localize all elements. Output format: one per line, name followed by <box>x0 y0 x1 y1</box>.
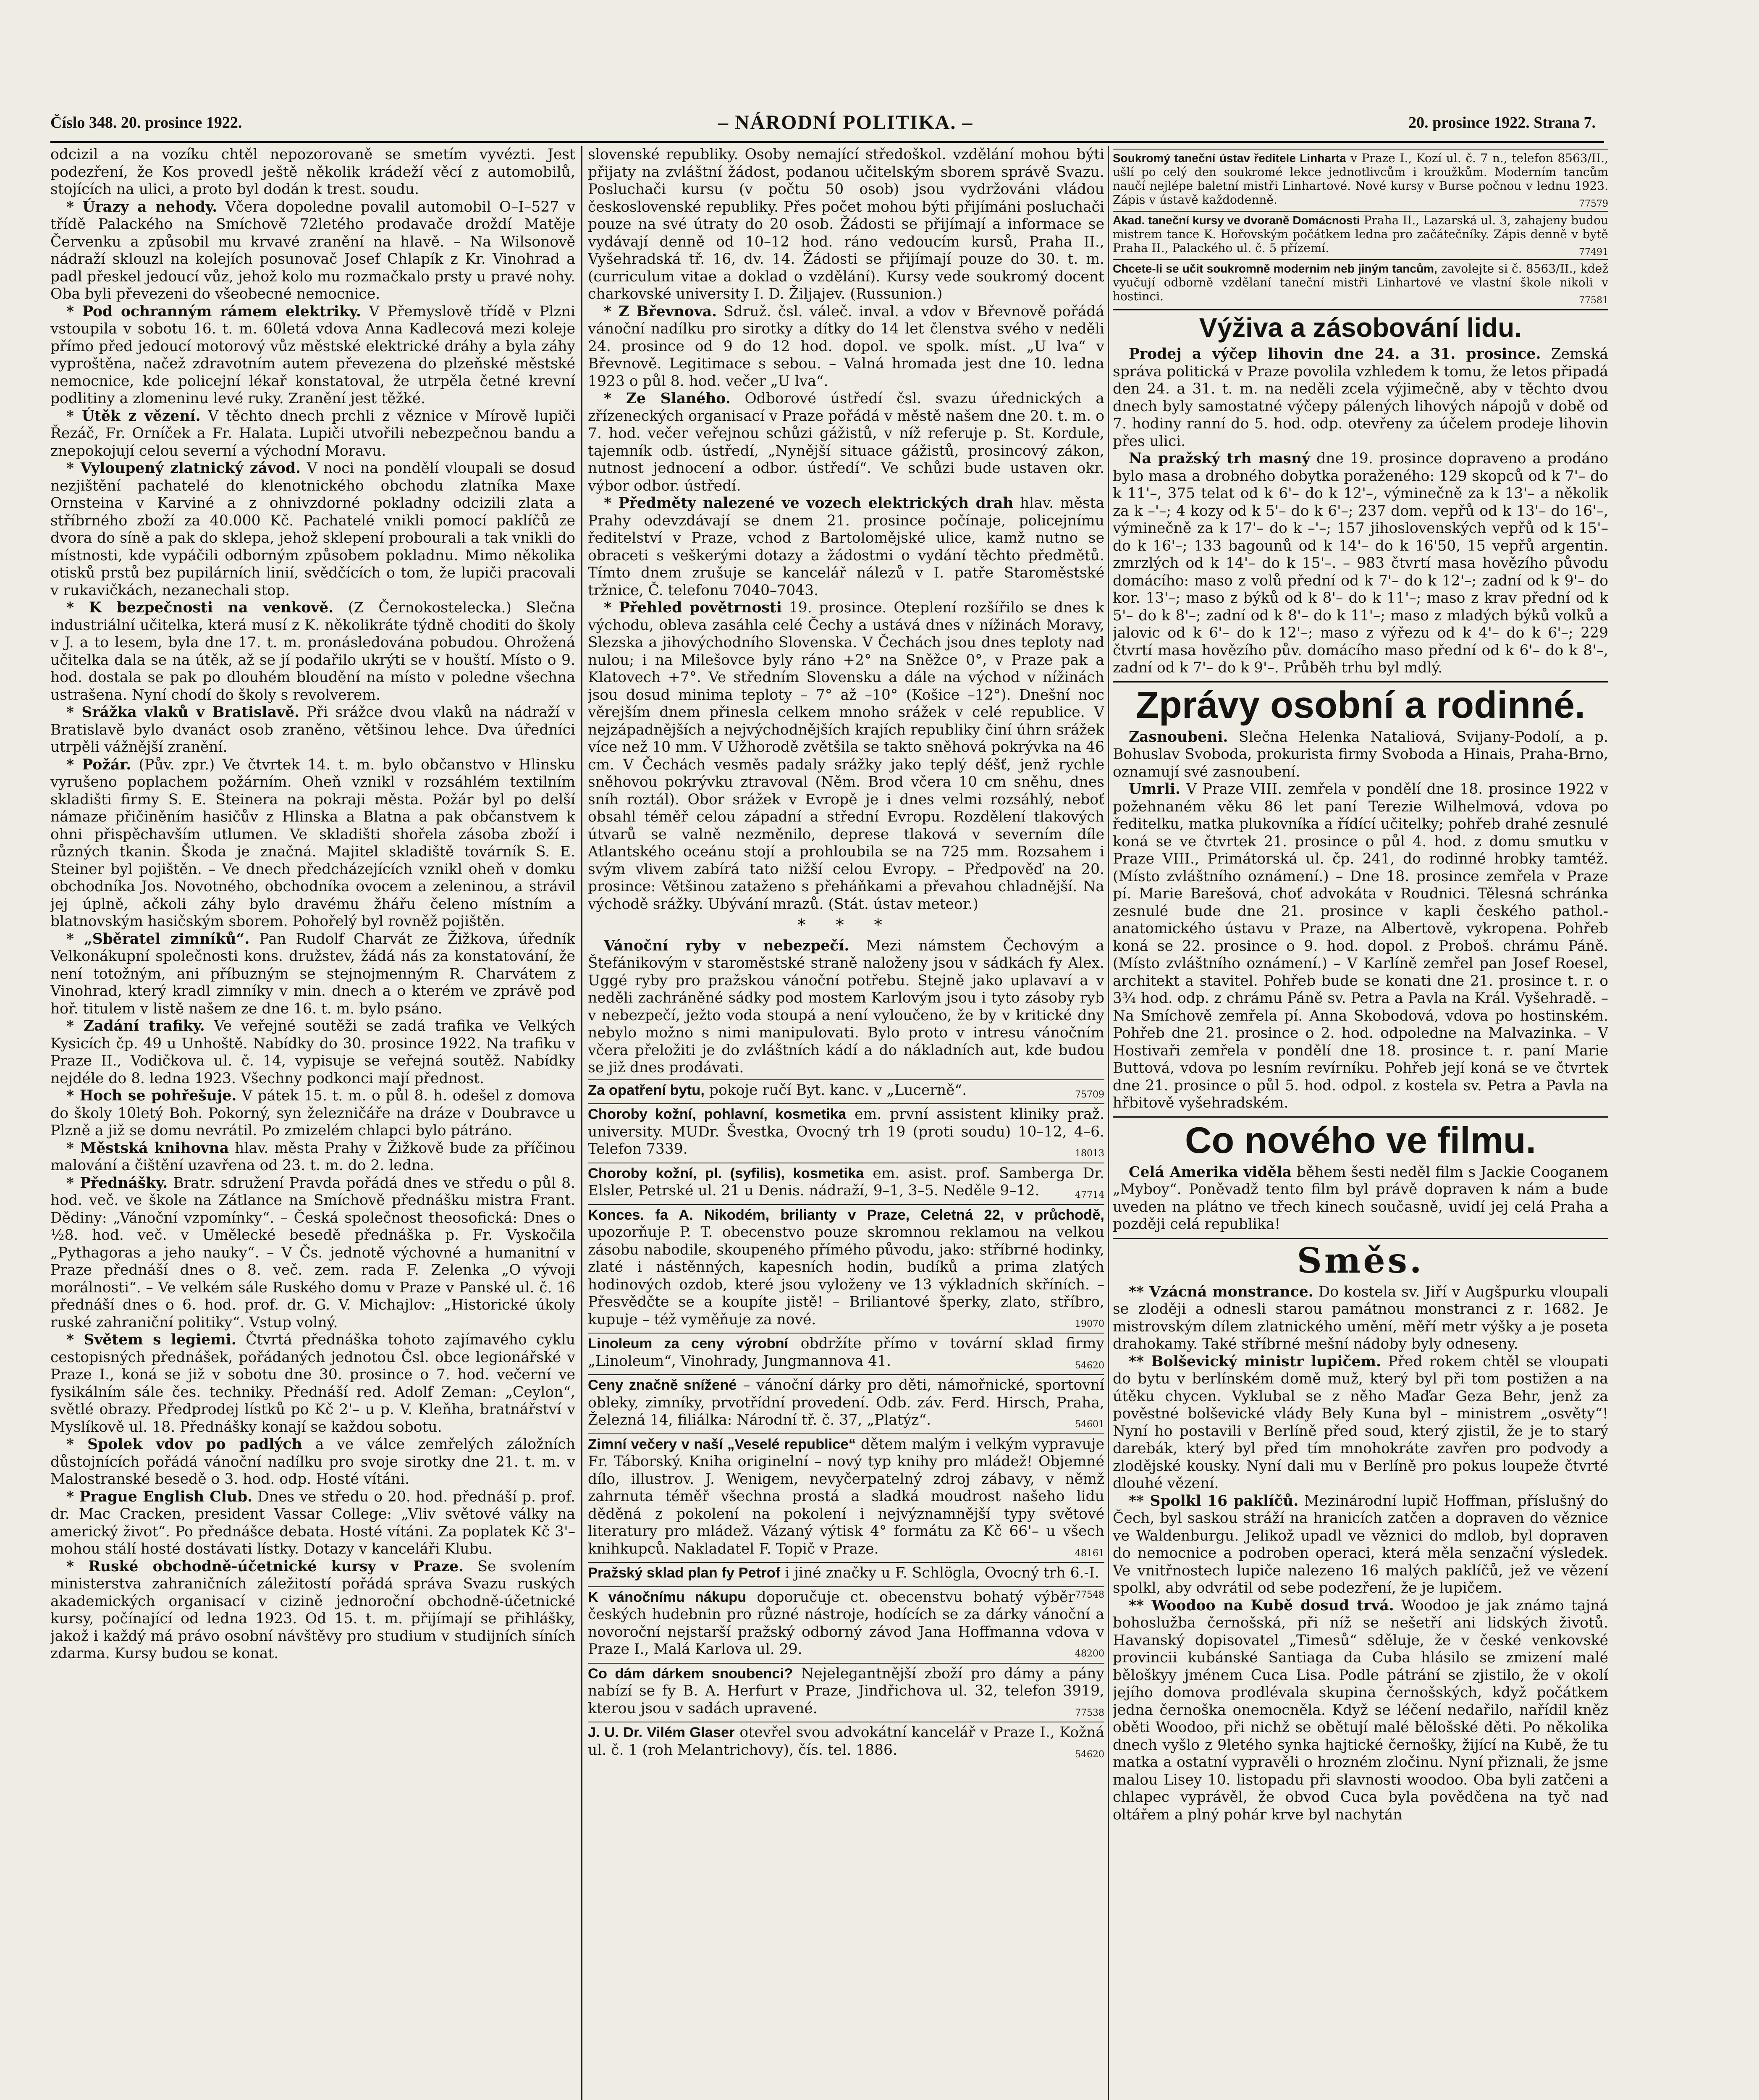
article-headline: * Hoch se pohřešuje. <box>66 1087 237 1104</box>
article-headline: ** Spolkl 16 paklíčů. <box>1129 1492 1299 1509</box>
ad-number: 77579 <box>1579 199 1608 209</box>
article <box>1113 1284 1608 1353</box>
article-text: Pan Rudolf Charvát ze Žižkova, úředník Velkonákupní společnosti kons. družstev, žádá nás za konstatování, že není totožným, ani příbuzným se stejnojmenným R. Charvátem z Vinohrad, který kradl zimníky v min. dnech a o kterém ve zprávě pod hoř. titulem v listě našem ze dne 16. t. m. bylo psáno. <box>50 930 575 1017</box>
column-3 <box>1113 146 1608 2100</box>
article-text: Ve veřejné soutěži se zadá trafika ve Velkých Kysicích čp. 49 u Unhoště. Nabídky do 30. prosince 1922. Na trafiku v Praze II., Vodičkova ul. č. 14, vypisuje se veřejná soutěž. Nabídky nejdéle do 8. ledna 1923. Všechny podkonci mají přednost. <box>50 1018 575 1087</box>
article-headline: * Útěk z vězení. <box>66 407 201 425</box>
ad-title: Konces. fa A. Nikodém, brilianty v Praze, Celetná 22, v průchodě, <box>588 1207 1104 1223</box>
article-headline: Na pražský trh masný <box>1129 450 1311 467</box>
article <box>50 931 575 1018</box>
article <box>50 1140 575 1175</box>
ad-text: upozorňuje P. T. obecenstvo pouze skromnou reklamou na velkou zásobu nabodile, skoupeného přímého původu, jako: stříbrné hodinky, zlaté i nástěnných, kapesních hodin, budíků a prima zlatých hodinových ozdob, které jsou vyloženy ve 13 výkladních skříních. – Přesvědčte se a koupíte jistě! – Briliantové šperky, zlato, stříbro, kupuje – též vyměňuje za nové. <box>588 1224 1104 1328</box>
article-text: Mezi námstem Čechovým a Štefánikovým v staroměstské straně naloženy jsou v sádkách fy Alex. Uggé ryby pro pražskou vánoční potřebu. Stejně jako uplavaví a v neděli zachráněné sádky pod mostem Karlovým jsou i tyto zásoby ryb v nebezpečí, ježto voda stoupá a není vyloučeno, že by v kritické dny nebylo možno s nimi manipulovati. Bylo proto v intresu vánočním včera přeložiti je do zvláštních kádí a do nákladních aut, kde budou se již dnes prodávati. <box>588 937 1104 1076</box>
article-text: dne 19. prosince dopraveno a prodáno bylo masa a drobného dobytka poraženého: 129 skopců od k 7'– do k 11'–, 375 telat od k 6'– do k 12'–, výminečně za k 13'– a několik za k –'–; 4 kozy od k 5'– do k 6'–; 237 dom. vepřů od k 13'– do 16'–, výminečně za k 17'– do k –'–; 157 jihoslovenských vepřů od k 15'– do k 16'–; 133 bagounů od k 14'– do k 16'50, 15 vepřů argentin. zmrzlých od k 14'– do k 15'–. – 983 čtvrtí masa hovězího původu domácího: maso z volů přední od k 7'– do k 12'–; zadní od k 9'– do kor. 13'–; maso z býků od k 8'– do k 11'–; maso z krav přední od k 5'– do k 8'–; zadní od k 8'– do k 11'–; maso z mladých býků volků a jalovic od k 6'– do k 12'–; maso z výřezu od k 4'– do k 6'–; 229 čtvrtí masa hovězího pův. domácího maso přední od k 6'– do k 8'–, zadní od k 7'– do k 9'–. Průběh trhu byl mdlý. <box>1113 450 1608 676</box>
ad-text: – vánoční dárky pro děti, námořnické, sportovní obleky, zimníky, prvotřídní provedení. Odb. záv. Ferd. Hirsch, Praha, Železná 14, filiálka: Národní tř. č. 37, „Platýz“. <box>588 1377 1104 1428</box>
article <box>50 756 575 931</box>
article <box>1113 1493 1608 1597</box>
article-text: Včera dopoledne povalil automobil O–I–527 v třídě Palackého na Smíchově 72letého prodavače droždí Matěje Červenku a způsobil mu krvavé zranění na hlavě. – Na Wilsonově nádraží sklouzl na kolejích posunovač Josef Chlapík z Kr. Vinohrad a padl přeskel jedoucí vůz, jehož kolo mu rozmačkalo prsty u pravé nohy. Oba byli převezeni do všeobecné nemocnice. <box>50 198 575 302</box>
article-text: Čtvrtá přednáška tohoto zajímavého cyklu cestopisných přednášek, pořádaných jednotou Čsl. obce legionářské v Praze I., koná se již v sobotu dne 30. prosince o 7. hod. večerní ve fysikálním sále čes. techniky. Přednáší red. Adolf Zeman: „Ceylon“, světlé obrazy. Předprodej lístků po Kč 2'– u p. V. Kleňha, bratnářství v Myslíkově ul. 18. Přednášky konají se každou sobotu. <box>50 1331 575 1436</box>
ad-title: Akad. taneční kursy ve dvoraně Domácnosti <box>1113 214 1360 227</box>
advertisement <box>588 1333 1104 1372</box>
article <box>588 146 1104 303</box>
article-text: V noci na pondělí vloupali se dosud nezjištění pachatelé do klenotnického obchodu zlatníka Maxe Ornsteina v Karviné a z ohnivzdorné pokladny odcizili zlata a stříbrného zboží za 40.000 Kč. Pachatelé vnikli pomocí paklíčů ze dvora do síně a pak do sklepa, jehož sklepení probourali a tak vnikli do místnosti, kde vypáčili odborným způsobem pokladnu. Mimo několika otisků prstů bez pupilárních linií, svědčících o tom, že lupiči pracovali v rukavičkách, nezanechali stop. <box>50 460 575 599</box>
article-headline: * Z Břevnova. <box>604 303 717 320</box>
article-headline: * Prague English Club. <box>66 1488 253 1505</box>
column-separator <box>1108 146 1109 2100</box>
article-text: 19. prosince. Oteplení rozšířilo se dnes k východu, obleva zasáhla celé Čechy a ustává dnes v nížinách Moravy, Slezska a jihovýchodního Slovenska. V Čechách jsou dnes teploty nad nulou; i na Milešovce byly ráno +2° na Sněžce 0°, v Praze pak a Klatovech +7°. Ve středním Slovensku a dále na východ v nížinách jsou dosud minima teploty – 7° až –10° (Košice –12°). Dnešní noc věrejším dnem přinesla celkem mnoho srážek v celé republice. V nejzápadnějších a nejvýchodnějších krajích republiky činí úhrn srážek více než 10 mm. V Užhorodě zvětšila se takto sněhová pokrývka na 46 cm. V Čechách vesměs padaly srážky jako teplý déšť, jenž rychle sněhovou pokrývku ztravoval (Něm. Brod včera 10 cm sněhu, dnes sníh roztál). Obor srážek v Evropě je i dnes velmi rozsáhlý, neboť obsahl téměř celou západní a střední Evropu. Rozdělení tlakových útvarů se valně nezměnilo, deprese tlaková v severním díle Atlantského oceánu stojí a prohloubila se na 725 mm. Rozsahem i svým vlivem zabírá tato nižší celou Evropy. – Předpověď na 20. prosince: Většinou zataženo s přeháňkami a převahou chladnější. Na východě srážky. Ubývání mrazů. (Stát. ústav meteor.) <box>588 599 1104 913</box>
article-headline: * Vyloupený zlatnický závod. <box>66 460 301 477</box>
article-headline: * Předměty nalezené ve vozech elektrických drah <box>604 495 1014 512</box>
ad-number: 54620 <box>1075 1360 1104 1371</box>
date-page: 20. prosince 1922. Strana 7. <box>1408 114 1596 131</box>
ad-number: 75709 <box>1075 1089 1104 1100</box>
ad-title: Chcete-li se učit soukromně modernim neb jiným tancům, <box>1113 262 1437 275</box>
article <box>588 495 1104 599</box>
advertisement <box>1113 211 1608 257</box>
ad-number: 54601 <box>1075 1419 1104 1430</box>
article-headline: Prodej a výčep lihovin dne 24. a 31. prosince. <box>1129 346 1541 362</box>
article <box>50 199 575 303</box>
advertisement <box>588 1103 1104 1160</box>
ad-title: Ceny značně snížené <box>588 1377 737 1393</box>
article <box>50 599 575 704</box>
section-title-food: Výživa a zásobování lidu. <box>1113 309 1608 343</box>
ad-title: K vánočnímu nákupu <box>588 1589 747 1605</box>
article-headline: * Srážka vlaků v Bratislavě. <box>66 704 300 721</box>
article-text: Dnes ve středu o 20. hod. přednáší p. prof. dr. Mac Cracken, president Vassar College: „Vliv světové války na americký život“. Po přednášce debata. Hosté vítáni. Za poplatek Kč 3'– mohou stálí hosté dostávati lístky. Dotazy v kanceláři Klubu. <box>50 1488 575 1557</box>
article-headline: * Požár. <box>66 756 131 773</box>
section-divider: * * * <box>797 916 895 934</box>
article-headline: ** Bolševický ministr lupičem. <box>1129 1353 1382 1370</box>
article <box>50 1018 575 1087</box>
article-text: V Přemyslově třídě v Plzni vstoupila v sobotu 16. t. m. 60letá vdova Anna Kadlecová mezi koleje přímo před jedoucí motorový vůz městské elektrické dráhy a byla záhy vyproštěna, načež zdravotním autem převezena do plzeňské městské nemocnice, kde policejní lékař konstatoval, že utrpěla četné krevní podlitiny a zlomeninu levé ruky. Zranění jest těžké. <box>50 303 575 407</box>
article-text: Mezinárodní lupič Hoffman, příslušný do Čech, byl saskou stráží na hranicích zatčen a dopraven do věznice ve Waldenburgu. Jelikož upadl ve věznici do mdlob, byl dopraven do nemocnice a podroben operaci, která měla senzační výsledek. Ve vnitřnostech lupiče nalezeno 16 malých paklíčů, jež ve vězení spolkl, aby odvrátil od sebe podezření, že je lupičem. <box>1113 1492 1608 1596</box>
ad-text: em. první assistent kliniky praž. university. MUDr. Švestka, Ovocný trh 19 (proti soudu) 10–12, 4–6. Telefon 7339. <box>588 1106 1104 1158</box>
ad-text: Praha II., Lazarská ul. 3, zahajeny budou mistrem tance K. Hořovským počátkem ledna pro začátečníky. Zápis denně v bytě Praha II., Palackého ul. č. 5 přízemí. <box>1113 213 1608 255</box>
article-headline: * „Sběratel zimníků“. <box>66 930 250 948</box>
ad-title: J. U. Dr. Vilém Glaser <box>588 1725 735 1740</box>
header-rule <box>50 141 1604 143</box>
article <box>50 1558 575 1663</box>
article-text: V Praze VIII. zemřela v pondělí dne 18. prosince 1922 v požehnaném věku 86 let paní Terezie Wilhelmová, vdova po ředitelku, matka plukovníka a řídící učitelky; pohřeb drahé zesnulé koná se ve čtvrtek 21. prosince o půl 4. hod. z domu smutku v Praze VIII., Primátorská ul. čp. 241, do rodinné hrobky tamtéž. (Místo zvláštního oznámení.) – Dne 18. prosince zemřela v Praze pí. Marie Barešová, choť advokáta v Roudnici. Tělesná schránka zesnulé bude dne 21. prosince v kapli českého pathol.-anatomického ústavu v Praze, na Albertově, vykropena. Pohřeb koná se 22. prosince o 9. hod. dopol. z Proboš. chrámu Páně. (Místo zvláštního oznámení.) – V Karlíně zemřel pan Josef Roesel, architekt a stavitel. Pohřeb bude se konati dne 21. prosince t. r. o 3¾ hod. odp. z chrámu Páně sv. Petra a Pavla na Král. Vyšehradě. – Na Smíchově zemřela pí. Anna Skobodová, vdova po hostinském. Pohřeb dne 21. prosince o 2. hod. odpoledne na Malvazinka. – V Hostivaři zemřela v pondělí dne 18. prosince t. r. paní Marie Buttová, vdova po lesním revírníku. Pohřeb její koná se ve čtvrtek dne 21. prosince o půl 5. hod. odpol. z kostela sv. Petra a Pavla na hřbitově vyšehradském. <box>1113 781 1608 1111</box>
article <box>50 1331 575 1436</box>
advertisement <box>588 1663 1104 1719</box>
article-headline: * Úrazy a nehody. <box>66 198 218 215</box>
article <box>50 1436 575 1488</box>
ad-number: 48200 <box>1075 1648 1104 1659</box>
advertisement <box>588 1586 1104 1660</box>
ad-text: i jiné značky u F. Schlögla, Ovocný trh 6.-I. <box>780 1564 1099 1581</box>
ad-number: 77548 <box>1075 1589 1104 1600</box>
article-text: a ve válce zemřelých záložních důstojnících pořádá vánoční nadílku pro svoje sirotky dne 21. t. m. v Malostranské besedě o 3. hod. odp. Hosté vítáni. <box>50 1436 575 1488</box>
article-text: během šesti neděl film s Jackie Cooganem „Myboy“. Poněvadž tento film byl právě dopraven k nám a bude uveden na plátno ve třech kinech současně, uvidí jej celá Praha a později celá republika! <box>1113 1163 1608 1233</box>
article <box>1113 450 1608 677</box>
column-separator <box>581 146 582 2100</box>
article-text: Bratr. sdružení Pravda pořádá dnes ve středu o půl 8. hod. več. ve škole na Zátlance na Smíchově přednášku mistra Frant. Dědiny: „Vánoční vzpomínky“. – Česká společnost theosofická: Dnes o ½8. hod. več. v Umělecké besedě přednáška p. Fr. Vyskočila „Pythagoras a jeho nauky“. – V Čs. jednotě výchovné a humanitní v Praze přednáší dnes o 8. več. zem. rada F. Zelenka „O vývoji morálnosti“. – Ve velkém sále Ruského domu v Praze v Panské ul. č. 16 přednáší dnes o 6. hod. prof. dr. G. V. Michajlov: „Historické úkoly ruské zahraniční politiky“. Vstup volný. <box>50 1174 575 1331</box>
ad-title: Pražský sklad plan fy Petrof <box>588 1565 781 1581</box>
article-headline: ** Woodoo na Kubě dosud trvá. <box>1129 1597 1394 1614</box>
article-text: Odborové ústředí čsl. svazu úřednických a zřízeneckých organisací v Praze pořádá v městě našem dne 20. t. m. o 7. hod. večer veřejnou schůzi gážistů, v níž referuje p. St. Kordule, tajemník odb. ústředí, „Nynější situace gážistů, prosincový zákon, nutnost jednocení a odbor. ústředí“. Ve schůzi bude ustaven okr. výbor odbor. ústředí. <box>588 390 1104 494</box>
article-headline: Vánoční ryby v nebezpečí. <box>604 937 849 954</box>
article-text: Do kostela sv. Jiří v Augšpurku vloupali se zloději a odnesli starou památnou monstranci z r. 1682. Je mistrovským dílem zlatnického umění, měří metr výšky a je poseta drahokamy. Také stříbrné mešní nádoby byly odneseny. <box>1113 1283 1608 1352</box>
article-text: odcizil a na vozíku chtěl nepozorovaně se smetím vyvézti. Jest podezření, že Kos provedl ještě několik krádeží věcí z automobilů, stojících na ulici, a proto byl dodán k trest. soudu. <box>50 146 575 198</box>
article <box>50 704 575 756</box>
article-text: Sdruž. čsl. váleč. inval. a vdov v Břevnově pořádá vánoční nadílku pro sirotky a dítky do 14 let členstva svého v neděli 24. prosince od 9 do 12 hod. dopol. ve spolk. míst. „U lva“ v Břevnově. Legitimace s sebou. – Valná hromada jest dne 10. ledna 1923 o půl 8. hod. večer „U lva“. <box>588 303 1104 390</box>
advertisement <box>588 1079 1104 1101</box>
ad-title: Soukromý taneční ústav ředitele Linharta <box>1113 152 1346 165</box>
article-headline: * Ze Slaného. <box>604 390 731 407</box>
ad-text: doporučuje ct. obecenstvu bohatý výběr českých hudebnin pro různé nástroje, hodících se za dárky vánoční a novoroční nejstarší pražský odborný závod Jana Hoffmanna vdova v Praze I., Malá Karlova ul. 29. <box>588 1588 1104 1658</box>
article <box>50 1488 575 1558</box>
article-headline: * Ruské obchodně-účetnické kursy v Praze. <box>66 1558 464 1575</box>
ad-text: otevřel svou advokátní kancelář v Praze I., Kožná ul. č. 1 (roh Melantrichovy), čís. tel. 1886. <box>588 1724 1104 1759</box>
article <box>1113 1164 1608 1234</box>
column-1 <box>50 146 575 2100</box>
article <box>1113 346 1608 450</box>
advertisement <box>588 1374 1104 1431</box>
advertisement <box>1113 149 1608 208</box>
advertisement <box>588 1722 1104 1761</box>
article-headline: * Městská knihovna <box>66 1139 229 1157</box>
article-text: Zemská správa politická v Praze povolila vzhledem k tomu, že letos připadá den 24. a 31. t. m. na neděli zcela výjimečně, aby v těchto dvou dnech byly samostatné výčepy pálených lihových nápojů v době od 7. hodiny ranní do 5. hod. odp. otevřeny za účelem prodeje lihovin přes ulici. <box>1113 346 1608 450</box>
ad-text: v Praze I., Kozí ul. č. 7 n., telefon 8563/II., ušlí po celý den soukromé lekce jednotlivcům i kroužkům. Moderním tancům naučí nejlépe baletní mistři Linhartové. Nové kursy v Burse počnou v lednu 1923. Zápis v ústavě každodenně. <box>1113 151 1608 207</box>
article <box>588 599 1104 913</box>
ad-text: em. asist. prof. Samberga Dr. Elsler, Petrské ul. 21 u Denis. nádraží, 9–1, 3–5. Neděle 9–12. <box>588 1165 1104 1199</box>
ad-text: pokoje ručí Byt. kanc. v „Lucerně“. <box>704 1082 967 1099</box>
article-headline: * Pod ochranným rámem elektriky. <box>66 303 361 320</box>
article-headline: * Zadání trafiky. <box>66 1018 205 1034</box>
issue-number: Číslo 348. 20. prosince 1922. <box>50 114 242 131</box>
article-text: Woodoo je jak známo tajná bohoslužba černošská, při níž se nešetří ani lidských životů. Havanský dopisovatel „Timesů“ sděluje, že v české venkovské provincii kubánské Santiaga da Cuba hlásilo se zmizení malé běloškyy jménem Cuca Lisa. Podle pátrání se zjistilo, že v okolí jejího domova prodlévala skupina černošských, když počátkem jedna černoška onemocněla. Když se léčení nedařilo, nařídil kněz oběti Woodoo, při nichž se obětují malé bělošské děti. Po několika dnech vyšlo z 9letého synka hajtické černošky, žijící na Kubě, že tu matka a ostatní vypravěli o hrozném zločinu. Nyní přiznali, že jsme malou Lisey 10. listopadu při slavnosti woodoo. Oba byli zatčeni a chlapec vyprávěl, že obvod Cuca byla povědčena na tyč nad oltářem a plný pohár krve byl nachytán <box>1113 1597 1608 1823</box>
article <box>50 408 575 460</box>
article-headline: Celá Amerika viděla <box>1129 1163 1292 1181</box>
article-headline: * Přednášky. <box>66 1174 168 1192</box>
ad-number: 77538 <box>1075 1707 1104 1718</box>
ad-text: dětem malým i velkým vypravuje Fr. Táborský. Kniha originelní – nový typ knihy pro mládež! Objemné dílo, illustrov. J. Wenigem, nevyčerpatelný zdroj zábavy, v němž zahrnuta téměř všechna prostá a sladká moudrost našeho lidu děděná z pokolení na pokolení i nejvýznamnější typy světové literatury pro mládež. Vázaný výtisk 4° formátu za Kč 66'– u všech knihkupců. Nakladatel F. Topič v Praze. <box>588 1436 1104 1557</box>
ad-number: 47714 <box>1075 1190 1104 1200</box>
advertisement <box>588 1204 1104 1331</box>
ad-title: Za opatření bytu, <box>588 1082 705 1098</box>
article-headline: * K bezpečnosti na venkově. <box>66 599 334 616</box>
ad-text: Nejelegantnější zboží pro dámy a pány nabízí se fy B. A. Herfurt v Praze, Jindřichova ul. 32, telefon 3919, kterou jsou v sadách upravené. <box>588 1665 1104 1717</box>
article-text: hlav. města Prahy odevzdávají se dnem 21. prosince počínaje, policejnímu ředitelství v Praze, vchod z Bartolomějské ulice, kamž nutno se obraceti s veškerými dotazy a žádostmi o vydání těchto předmětů. Tímto dnem zrušuje se kancelář nálezů v I. patře Staroměstské tržnice, Č. telefonu 7040–7043. <box>588 495 1104 599</box>
section-title-misc: Směs. <box>1113 1238 1608 1281</box>
ad-title: Zimní večery v naší „Veselé republice“ <box>588 1436 856 1452</box>
column-2 <box>588 146 1104 2100</box>
article-headline: ** Vzácná monstrance. <box>1129 1283 1313 1300</box>
article-text: (Pův. zpr.) Ve čtvrtek 14. t. m. bylo občanstvo v Hlinsku vyrušeno poplachem požárním. Oheň vznikl v rozsáhlém textilním skladišti firmy S. E. Steinera na pokraji města. Požár byl po delší námaze přičiněním hasičův z Hlinska a Blatna a pak občanstvem k ohni přispěchavším utlumen. Ve skladišti shořela zásoba zboží i různých tkanin. Škoda je značná. Majitel skladiště továrník S. E. Steiner byl pojištěn. – Ve dnech předcházejících vznikl oheň v domku obchodníka Jos. Novotného, obchodníka ovocem a zeleninou, a strávil jej úplně, ačkoli záhy bylo dravému žhářu čeleno místním a blatnovským hasičským sborem. Pohořelý byl rovněž pojištěn. <box>50 756 575 930</box>
article-text: V těchto dnech prchli z věznice v Mírově lupiči Řezáč, Fr. Orníček a Fr. Halata. Lupiči utvořili nebezpečnou bandu a znepokojují celou severní a východní Moravu. <box>50 407 575 459</box>
ad-number: 18013 <box>1075 1148 1104 1159</box>
article <box>1113 1353 1608 1493</box>
article-text: (Z Černokostelecka.) Slečna industriální učitelka, která musí z K. několikráte týdně choditi do školy v J. a to lesem, byla dne 17. t. m. pronásledována pobudou. Ohrožená učitelka dala se na útěk, až se jí podařilo ukrýti se v houští. Místo o 9. hod. dostala se pak po dlouhém bloudění na místo v poledne všechna ustrašena. Nyní chodí do školy s revolverem. <box>50 599 575 704</box>
article <box>50 303 575 408</box>
article-text: Před rokem chtěl se vloupati do bytu v berlínském domě muž, který byl při tom postižen a na útěku chycen. Vyklubal se z něho Maďar Geza Behr, jenž za pověstné bolševické vlády Bely Kuna byl – ministrem „osvěty“! Nyní ho postavili v Berlíně před soud, který zjistil, že je to starý darebák, který byl před tím mnohokráte zavřen pro podvody a zlodějské kousky. Nyní dali mu v Berlíně pro pokus loupeže čtvrté dlouhé vězení. <box>1113 1353 1608 1492</box>
advertisement <box>588 1433 1104 1560</box>
article-text: Při srážce dvou vlaků na nádraží v Bratislavě bylo dvanáct osob zraněno, většinou lehce. Dva úředníci utrpěli vážnější zranění. <box>50 704 575 756</box>
ad-title: Co dám dárkem snoubenci? <box>588 1665 793 1682</box>
article <box>1113 1597 1608 1824</box>
article <box>1113 781 1608 1112</box>
article <box>50 146 575 199</box>
article-headline: Zasnoubeni. <box>1129 728 1228 746</box>
advertisement <box>588 1163 1104 1202</box>
ad-text: zavolejte si č. 8563/II., kdež vyučují odborně vzdělaní taneční mistři Linhartové ve vlastní škole nikoli v hostinci. <box>1113 262 1608 303</box>
ad-title: Choroby kožní, pohlavní, kosmetika <box>588 1106 847 1122</box>
section-title-film: Co nového ve filmu. <box>1113 1116 1608 1161</box>
article <box>588 390 1104 495</box>
section-title-personal: Zprávy osobní a rodinné. <box>1113 681 1608 726</box>
article-headline: * Spolek vdov po padlých <box>66 1436 302 1453</box>
ad-number: 54620 <box>1075 1749 1104 1760</box>
article <box>50 460 575 599</box>
page-header <box>50 113 1596 143</box>
ad-number: 77491 <box>1579 247 1608 257</box>
article-headline: * Přehled povětrnosti <box>604 599 782 616</box>
advertisement <box>1113 259 1608 305</box>
article-text: slovenské republiky. Osoby nemající středoškol. vzdělání mohou býti přijaty na zvláštní žádost, podanou učitelským sborem správě Svazu. Posluchači kursu (v počtu 50 osob) jsou vydržováni vládou československé republiky. Přes počet mohou býti přijímáni posluchači pouze na své útraty do 20 osob. Žádosti se přijímají a informace se vydávají denně od 10–12 hod. ráno vedoucím kursů, Praha II., Vyšehradská tř. 16, dv. 14. Žádosti se přijímají pouze do 30. t. m. (curriculum vitae a doklad o vzdělání). Kursy vede soukromý docent charkovské university I. D. Žiljajev. (Russunion.) <box>588 146 1104 302</box>
article-headline: Umrli. <box>1129 781 1180 798</box>
ad-title: Linoleum za ceny výrobní <box>588 1336 789 1352</box>
article <box>588 303 1104 391</box>
article-headline: * Světem s legiemi. <box>66 1331 236 1348</box>
ad-number: 77581 <box>1579 295 1608 306</box>
article-text: Slečna Helenka Nataliová, Svijany-Podolí, a p. Bohuslav Svoboda, prokurista firmy Svoboda a Hinais, Praha-Brno, oznamují své zasnoubení. <box>1113 728 1608 780</box>
article-text: Se svolením ministerstva zahraničních záležitostí pořádá správa Svazu ruských akademických organisací v cizině jednoroční obchodně-účetnické kursy, počínající od ledna 1923. Od 15. t. m. přijímají se přihlášky, jakož i každý má právo osobní návštěvy pro studium v studijních síních zdarma. Kursy budou se konat. <box>50 1558 575 1662</box>
article <box>50 1175 575 1332</box>
article-text: V pátek 15. t. m. o půl 8. h. odešel z domova do školy 10letý Boh. Pokorný, syn železničáře na dráze v Doubravce u Plzně a již se domu nevrátil. Po zmizelém chlapci bylo pátráno. <box>50 1087 575 1139</box>
ad-number: 48161 <box>1075 1548 1104 1559</box>
ad-text: obdržíte přímo v tovární sklad firmy „Linoleum“, Vinohrady, Jungmannova 41. <box>588 1335 1104 1370</box>
ad-number: 19070 <box>1075 1318 1104 1329</box>
masthead: – NÁRODNÍ POLITIKA. – <box>718 111 973 134</box>
ad-title: Choroby kožní, pl. (syfilis), kosmetika <box>588 1165 864 1181</box>
article-text: hlav. města Prahy v Žižkově bude za příčinou malování a čištění uzavřena od 23. t. m. do 2. ledna. <box>50 1139 575 1174</box>
article <box>588 937 1104 1077</box>
article <box>50 1087 575 1140</box>
article <box>1113 729 1608 781</box>
